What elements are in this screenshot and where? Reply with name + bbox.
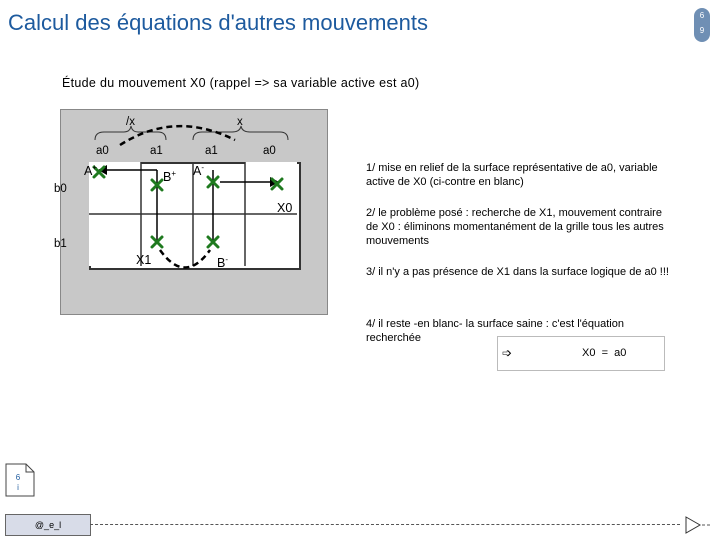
result-box — [497, 336, 665, 371]
col-header-a1-left: a1 — [150, 145, 163, 157]
brace-label-x: x — [237, 116, 243, 128]
label-a-minus: A- — [193, 163, 205, 179]
label-x0: X0 — [277, 201, 293, 215]
dashed-link-bottom — [160, 250, 210, 268]
row-header-b1: b1 — [54, 238, 67, 250]
row-header-b0: b0 — [54, 183, 67, 195]
page-number-total: 9 — [699, 26, 705, 35]
note-4: 4/ il reste -en blanc- la surface saine : c'est l'équation recherchée — [366, 318, 624, 344]
next-slide-icon[interactable] — [684, 515, 714, 535]
note-2: 2/ le problème posé : recherche de X1, mouvement contraire de X0 : éliminons momentanément de la grille tous les autres mouvements — [366, 207, 664, 247]
note-1: 1/ mise en relief de la surface représentative de a0, variable active de X0 (ci-contre en blanc) — [366, 162, 658, 188]
label-x1: X1 — [136, 253, 152, 267]
footer-label: @_e_l — [5, 514, 91, 536]
brace-right — [193, 126, 288, 140]
label-b-minus: B- — [217, 255, 229, 271]
subtitle: Étude du mouvement X0 (rappel => sa variable active est a0) — [62, 76, 420, 90]
footer-divider — [90, 524, 680, 525]
note-3: 3/ il n'y a pas présence de X1 dans la surface logique de a0 !!! — [366, 266, 669, 278]
label-a-plus: A+ — [84, 163, 98, 179]
label-b-plus: B+ — [163, 169, 177, 185]
page-title: Calcul des équations d'autres mouvements — [8, 10, 428, 35]
brace-label-not-x: /x — [126, 116, 135, 128]
col-header-a1-right: a1 — [205, 145, 218, 157]
col-header-a0-left: a0 — [96, 145, 109, 157]
result-equation: X0 = a0 — [582, 347, 627, 359]
col-header-a0-right: a0 — [263, 145, 276, 157]
page-number-current: 6 — [699, 11, 705, 20]
dashed-link-curve — [120, 126, 235, 145]
arrow-right-icon: ➩ — [502, 346, 513, 360]
document-icon-label: 6 i — [15, 473, 21, 492]
